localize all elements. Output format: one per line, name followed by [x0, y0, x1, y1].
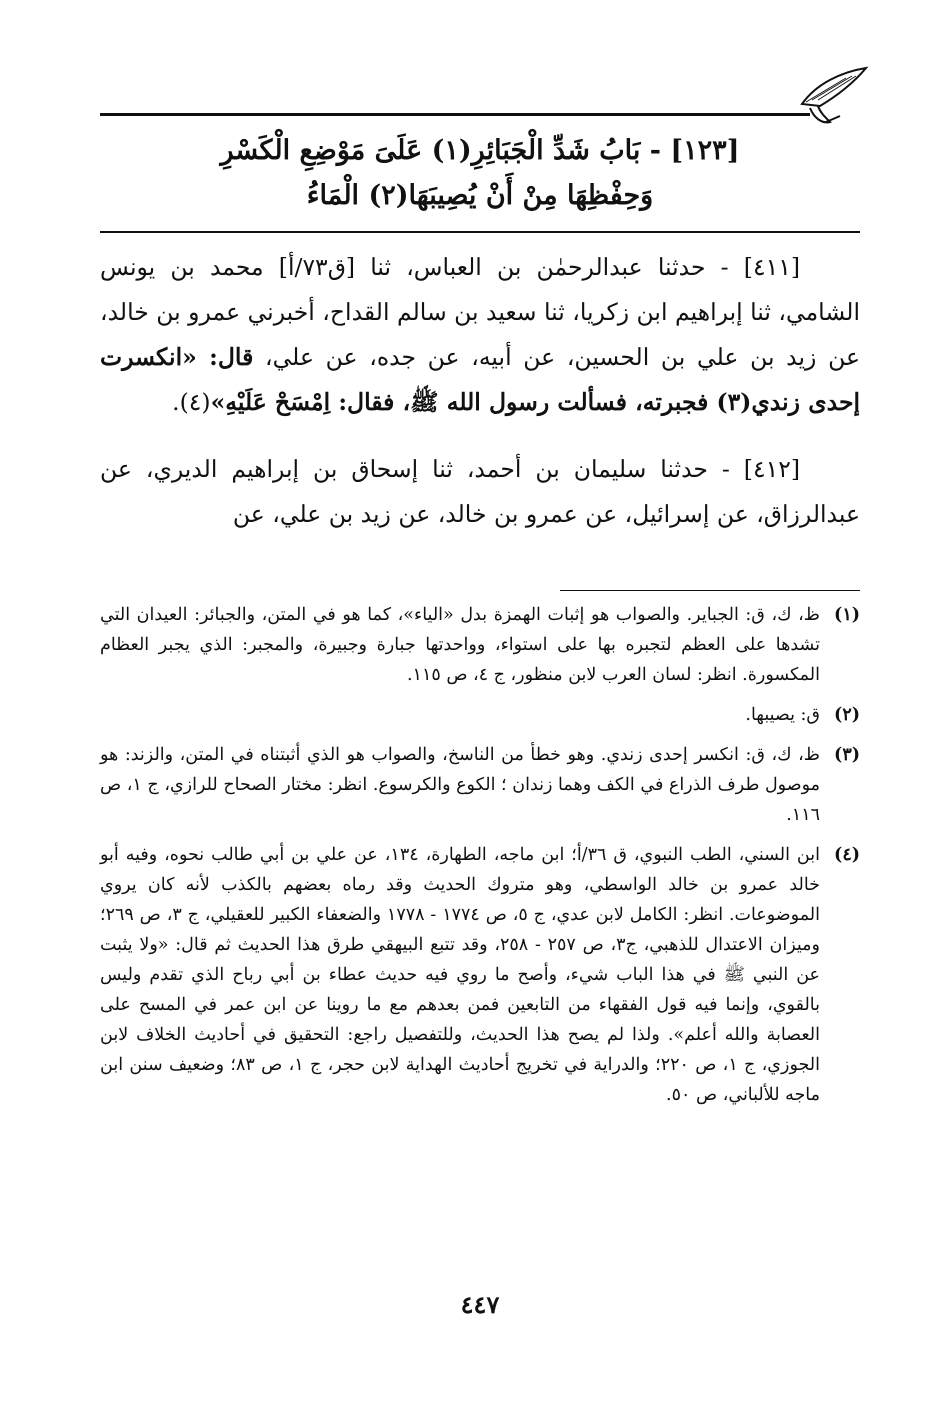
heading-divider	[100, 231, 860, 233]
header-rule	[100, 113, 810, 116]
chapter-heading	[100, 128, 860, 218]
footnote-3	[100, 740, 860, 830]
hadith-411	[100, 245, 860, 425]
footnote-4	[100, 840, 860, 1110]
hadith-411-chain: [٤١١] - حدثنا عبدالرحمٰن بن العباس، ثنا [ق٧٣/أ] محمد بن يونس الشامي، ثنا إبراهيم ابن زكريا، ثنا سعيد بن سالم القداح، أخبرني عمرو بن خالد، عن زيد بن علي بن الحسين، عن أبيه، عن جده، عن علي،	[100, 253, 860, 371]
footnote-text: ق: يصيبها.	[745, 705, 820, 725]
hadith-411-ref: (٤).	[172, 388, 211, 416]
footnote-number: (٢)	[834, 705, 860, 725]
footnote-divider	[560, 590, 860, 591]
page-number: ٤٤٧	[460, 1290, 500, 1319]
footnote-text: ظ، ك، ق: انكسر إحدى زندي. وهو خطأ من الناسخ، والصواب هو الذي أثبتناه في المتن، والزند: هو موصول طرف الذراع في الكف وهما زندان ؛ الكوع والكرسوع. انظر: مختار الصحاح للرازي، ج ١، ص ١١٦.	[100, 745, 821, 825]
hadith-411-quote: قال: «انكسرت إحدى زندي(٣) فجبرته، فسألت رسول الله ﷺ، فقال: اِمْسَحْ عَلَيْهِ»	[100, 343, 860, 416]
quill-ornament-icon	[796, 64, 870, 130]
footnote-number: (٣)	[834, 745, 860, 765]
footnote-text: ظ، ك، ق: الجباير. والصواب هو إثبات الهمزة بدل «الياء»، كما هو في المتن، والجبائر: العيدان التي تشدها على العظم لتجبره بها على استواء، وواحدتها جبارة وجبيرة، والمجبر: الذي يجبر العظام المكسورة. انظر: لسان العرب لابن منظور، ج ٤، ص ١١٥.	[100, 605, 820, 685]
footnotes	[100, 600, 860, 1120]
footnote-number: (٤)	[834, 845, 860, 865]
main-text	[100, 245, 860, 537]
book-page	[100, 0, 860, 1401]
footnote-text: ابن السني، الطب النبوي، ق ٣٦/أ؛ ابن ماجه، الطهارة، ١٣٤، عن علي بن أبي طالب نحوه، وفيه أبو خالد عمرو بن خالد الواسطي، وهو متروك الحديث وقد رماه بعضهم بالكذب لأنه كان يروي الموضوعات. انظر: الكامل لابن عدي، ج ٥، ص ١٧٧٤ - ١٧٧٨ والضعفاء الكبير للعقيلي، ج ٣، ص ٢٦٩؛ وميزان الاعتدال للذهبي، ج٣، ص ٢٥٧ - ٢٥٨، وقد تتبع البيهقي طرق هذا الحديث ثم قال: «ولا يثبت عن النبي ﷺ في هذا الباب شيء، وأصح ما روي فيه حديث عطاء بن أبي رباح الذي تقدم وليس بالقوي، وإنما فيه قول الفقهاء من التابعين فمن بعدهم مع ما روينا عن ابن عمر في المسح على العصابة والله أعلم». ولذا لم يصح هذا الحديث، وللتفصيل راجع: التحقيق في أحاديث الخلاف لابن الجوزي، ج ١، ص ٢٢٠؛ والدراية في تخريج أحاديث الهداية لابن حجر، ج ١، ص ٨٣؛ وضعيف سنن ابن ماجه للألباني، ص ٥٠.	[100, 845, 821, 1105]
chapter-title-line-1: [١٢٣] - بَابُ شَدِّ الْجَبَائِرِ(١) عَلَىَ مَوْضِعِ الْكَسْرِ	[220, 135, 740, 166]
hadith-412: [٤١٢] - حدثنا سليمان بن أحمد، ثنا إسحاق بن إبراهيم الديري، عن عبدالرزاق، عن إسرائيل، عن عمرو بن خالد، عن زيد بن علي، عن	[100, 455, 860, 528]
footnote-1	[100, 600, 860, 690]
footnote-2	[100, 700, 860, 730]
chapter-title-line-2: وَحِفْظِهَا مِنْ أَنْ يُصِيبَهَا(٢) الْمَاءُ	[306, 180, 654, 211]
footnote-number: (١)	[834, 605, 860, 625]
